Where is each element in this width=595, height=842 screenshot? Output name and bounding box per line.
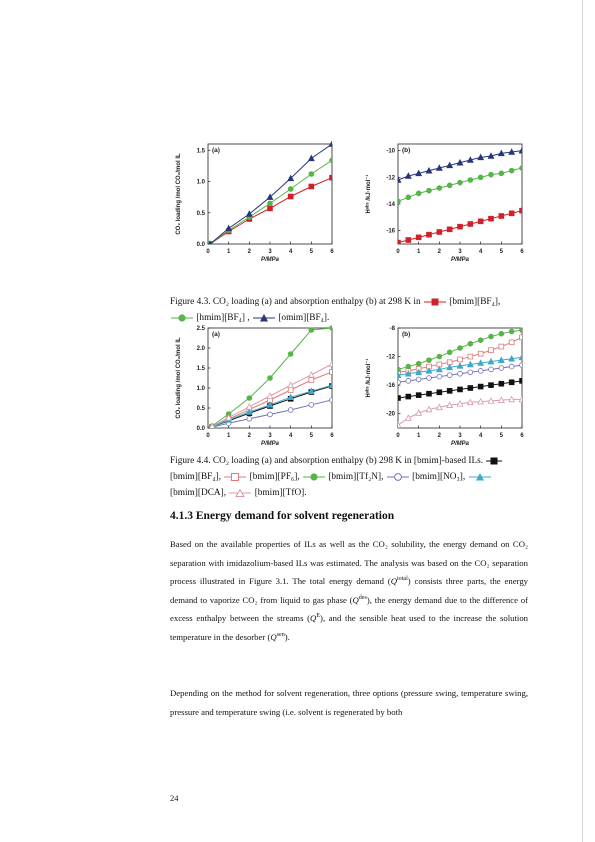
x-tick-label: 6	[330, 249, 334, 255]
data-point	[406, 364, 411, 369]
x-tick-label: 1	[416, 433, 421, 439]
data-point	[499, 171, 504, 176]
x-axis-label: P/MPa	[450, 441, 470, 447]
y-tick-label: 1.0	[196, 386, 205, 392]
chart-co2-loading-a1	[168, 136, 338, 266]
x-tick-label: 2	[247, 249, 252, 255]
series-2	[207, 141, 335, 246]
data-point	[447, 227, 452, 232]
data-point	[406, 195, 411, 200]
data-point	[288, 187, 293, 192]
data-point	[447, 350, 452, 355]
data-point	[416, 393, 421, 398]
x-tick-label: 0	[206, 433, 210, 439]
data-point	[520, 208, 525, 213]
data-point	[247, 404, 253, 409]
page-edge	[582, 0, 583, 842]
para1-text-2: ) consists three parts, the energy demand to vaporize CO₂ from liquid to gas phase (	[170, 576, 529, 605]
x-axis-label: P/MPa	[260, 441, 280, 447]
data-point	[520, 328, 525, 333]
data-point	[447, 183, 452, 188]
data-point	[509, 211, 514, 216]
data-point	[458, 346, 463, 351]
data-point	[330, 370, 335, 375]
x-tick-label: 1	[226, 249, 231, 255]
x-tick-label: 4	[288, 433, 293, 439]
data-point	[437, 374, 442, 379]
data-point	[247, 396, 252, 401]
paragraph-regeneration	[170, 684, 528, 721]
x-tick-label: 5	[499, 433, 504, 439]
data-point	[437, 354, 442, 359]
data-point	[395, 422, 401, 427]
data-point	[478, 351, 483, 356]
x-tick-label: 1	[416, 249, 421, 255]
x-tick-label: 4	[288, 249, 293, 255]
legend-marker-open-circle-icon	[386, 473, 410, 481]
paragraph-energy-demand	[170, 535, 528, 647]
figure-4-4-panel-a	[168, 320, 338, 450]
data-point	[396, 396, 401, 401]
data-point	[309, 184, 314, 189]
data-point	[437, 230, 442, 235]
panel-label: (b)	[402, 331, 411, 338]
data-point	[268, 376, 273, 381]
data-point	[268, 201, 273, 206]
data-point	[489, 172, 494, 177]
caption-legend-3: [bmim][Tf₂N],	[328, 472, 384, 482]
series-0	[396, 208, 525, 245]
data-point	[458, 371, 463, 376]
x-tick-label: 3	[458, 433, 462, 439]
x-tick-label: 6	[330, 433, 334, 439]
data-point	[520, 363, 525, 368]
data-point	[520, 335, 525, 340]
data-point	[416, 235, 421, 240]
data-point	[437, 390, 442, 395]
series-2	[395, 148, 525, 183]
data-point	[309, 155, 315, 160]
x-tick-label: 6	[520, 433, 524, 439]
data-point	[519, 354, 525, 359]
data-point	[509, 340, 514, 345]
para1-text-5: ).	[284, 631, 290, 642]
para1-text-3: ), the energy demand due to the difference of excess enthalpy between the streams (	[170, 594, 528, 624]
symbol-q-sen: Q	[270, 631, 277, 642]
data-point	[478, 175, 483, 180]
series-5	[209, 361, 334, 429]
data-point	[499, 331, 504, 336]
data-point	[447, 388, 452, 393]
y-axis-label: CO₂ loading /mol CO₂/mol IL	[176, 153, 182, 235]
y-axis-label: CO₂ loading /mol CO₂/mol IL	[176, 337, 182, 419]
data-point	[309, 372, 315, 377]
x-tick-label: 2	[437, 249, 442, 255]
legend-marker-black-square-icon	[485, 457, 503, 465]
data-point	[489, 348, 494, 353]
caption-legend-1: [bmim][BF₄],	[170, 472, 222, 482]
legend-marker-red-square-icon	[423, 298, 447, 306]
x-tick-label: 2	[247, 433, 252, 439]
caption-legend-3: [omim][BF₄].	[278, 313, 330, 323]
x-tick-label: 0	[206, 249, 210, 255]
data-point	[226, 225, 232, 230]
para2-text: Depending on the method for solvent regeneration, three options (pressure swing, temperature swing, pressure and temperature swing (i.e. solvent is regenerated by both	[170, 688, 528, 717]
data-point	[458, 180, 463, 185]
data-point	[309, 378, 314, 383]
data-point	[468, 370, 473, 375]
caption-legend-5: [bmim][DCA],	[170, 488, 227, 498]
data-point	[330, 326, 335, 331]
y-tick-label: 2.5	[196, 326, 205, 332]
legend-marker-open-square-icon	[223, 473, 247, 481]
data-point	[468, 354, 473, 359]
data-point	[406, 415, 412, 420]
y-tick-label: 0.5	[196, 406, 205, 412]
data-point	[309, 402, 314, 407]
data-point	[468, 178, 473, 183]
series-0	[396, 378, 525, 400]
x-tick-label: 3	[458, 249, 462, 255]
data-point	[509, 364, 514, 369]
data-point	[406, 238, 411, 243]
data-point	[499, 344, 504, 349]
data-point	[329, 361, 335, 366]
y-tick-label: -16	[386, 228, 395, 235]
caption-prefix: Figure 4.3. CO₂ loading (a) and absorption enthalpy (b) at 298 K in	[170, 297, 421, 307]
x-tick-label: 0	[396, 433, 400, 439]
section-heading	[170, 510, 394, 522]
data-point	[416, 377, 421, 382]
figure-4-3-panel-a	[168, 136, 338, 266]
figure-4-4-panel-b	[358, 320, 528, 450]
series-5	[395, 397, 525, 428]
data-point	[309, 172, 314, 177]
chart-enthalpy-b2	[358, 320, 528, 450]
x-tick-label: 5	[499, 249, 504, 255]
symbol-q-e: Q	[310, 613, 317, 624]
caption-legend-1: [bmim][BF₄],	[449, 297, 501, 307]
data-point	[478, 338, 483, 343]
data-point	[288, 382, 294, 387]
y-tick-label: 1.0	[196, 179, 205, 186]
section-number: 4.1.3	[170, 510, 193, 522]
data-point	[267, 393, 273, 398]
data-point	[489, 367, 494, 372]
y-tick-label: -12	[386, 354, 395, 361]
figure-4-4-caption	[170, 453, 528, 501]
data-point	[396, 367, 401, 372]
y-tick-label: -8	[389, 326, 395, 332]
superscript-sen: sen	[276, 632, 285, 639]
superscript-total: total	[396, 576, 408, 583]
data-point	[288, 352, 293, 357]
data-point	[468, 386, 473, 391]
legend-marker-green-circle-icon	[302, 473, 326, 481]
data-point	[478, 219, 483, 224]
data-point	[288, 388, 293, 393]
data-point	[458, 224, 463, 229]
data-point	[396, 380, 401, 385]
data-point	[447, 373, 452, 378]
x-tick-label: 4	[478, 249, 483, 255]
para1-text-4: ), and the sensible heat used to the increase the solution temperature in the desorber (	[170, 613, 529, 642]
data-point	[478, 384, 483, 389]
data-point	[437, 186, 442, 191]
data-point	[478, 368, 483, 373]
data-point	[458, 387, 463, 392]
y-tick-label: -16	[386, 383, 395, 390]
superscript-des: des	[358, 594, 367, 601]
x-tick-label: 1	[226, 433, 231, 439]
chart-enthalpy-b1	[358, 136, 528, 266]
panel-label: (b)	[402, 147, 411, 154]
data-point	[247, 416, 252, 421]
y-tick-label: 0.0	[196, 242, 205, 248]
series-0	[208, 175, 335, 246]
legend-marker-open-triangle-icon	[228, 489, 252, 497]
y-tick-label: -14	[386, 202, 395, 208]
data-point	[288, 194, 293, 199]
data-point	[499, 366, 504, 371]
data-point	[427, 358, 432, 363]
y-tick-label: 0.0	[196, 426, 205, 432]
data-point	[416, 361, 421, 366]
y-tick-label: 1.5	[196, 148, 205, 155]
data-point	[427, 232, 432, 237]
caption-legend-2: [hmim][BF₄] ,	[196, 313, 250, 323]
data-point	[489, 216, 494, 221]
data-point	[330, 158, 335, 163]
data-point	[416, 191, 421, 196]
y-tick-label: -10	[386, 148, 395, 155]
panel-label: (a)	[212, 147, 220, 154]
data-point	[288, 408, 293, 413]
symbol-q-des: Q	[352, 594, 359, 605]
x-tick-label: 5	[309, 249, 314, 255]
y-tick-label: -12	[386, 175, 395, 182]
superscript-e: E	[316, 613, 321, 620]
y-tick-label: -20	[386, 411, 395, 418]
x-tick-label: 3	[268, 433, 272, 439]
caption-legend-2: [bmim][PF₆],	[249, 472, 300, 482]
data-point	[499, 214, 504, 219]
data-point	[427, 376, 432, 381]
data-point	[468, 222, 473, 227]
data-point	[509, 380, 514, 385]
x-tick-label: 5	[309, 433, 314, 439]
data-point	[406, 378, 411, 383]
x-tick-label: 4	[478, 433, 483, 439]
data-point	[489, 383, 494, 388]
data-point	[509, 329, 514, 334]
section-title: Energy demand for solvent regeneration	[195, 510, 395, 522]
chart-co2-loading-a2	[168, 320, 338, 450]
x-axis-label: P/MPa	[450, 257, 470, 263]
data-point	[509, 168, 514, 173]
page-number: 24	[170, 793, 179, 803]
y-axis-label: Hᵃᵇˢ /kJ·mol⁻¹	[366, 174, 372, 214]
x-tick-label: 6	[520, 249, 524, 255]
data-point	[427, 391, 432, 396]
y-tick-label: 0.5	[196, 210, 205, 217]
legend-marker-cyan-triangle-icon	[468, 473, 492, 481]
y-axis-label: Hᵃᵇˢ /kJ·mol⁻¹	[366, 358, 372, 398]
data-point	[520, 166, 525, 171]
data-point	[330, 175, 335, 180]
data-point	[309, 328, 314, 333]
data-point	[330, 398, 335, 403]
data-point	[458, 357, 463, 362]
para1-text-1: Based on the available properties of ILs as well as the CO₂ solubility, the energy demand on CO₂ separation with imidazolium-based ILs was estimated. The analysis was based on the CO₂ separation process illustrated in Figure 3.1. The total energy demand (	[170, 539, 528, 587]
x-tick-label: 0	[396, 249, 400, 255]
data-point	[489, 334, 494, 339]
symbol-q-total: Q	[390, 576, 397, 587]
data-point	[396, 199, 401, 204]
caption-prefix: Figure 4.4. CO₂ loading (a) and absorption enthalpy (b) 298 K in [bmim]-based ILs.	[170, 456, 484, 466]
data-point	[427, 188, 432, 193]
caption-legend-6: [bmim][TfO].	[254, 488, 307, 498]
panel-label: (a)	[212, 331, 220, 338]
figure-4-3-panel-b	[358, 136, 528, 266]
series-4	[209, 382, 334, 429]
data-point	[268, 206, 273, 211]
data-point	[268, 412, 273, 417]
data-point	[499, 381, 504, 386]
x-axis-label: P/MPa	[260, 257, 280, 263]
x-tick-label: 3	[268, 249, 272, 255]
data-point	[468, 341, 473, 346]
series-1	[396, 335, 525, 375]
y-tick-label: 2.0	[196, 346, 205, 352]
data-point	[406, 394, 411, 399]
caption-legend-4: [bmim][NO₃],	[412, 472, 466, 482]
data-point	[520, 378, 525, 383]
x-tick-label: 2	[437, 433, 442, 439]
y-tick-label: 1.5	[196, 366, 205, 372]
series-1	[396, 166, 525, 204]
